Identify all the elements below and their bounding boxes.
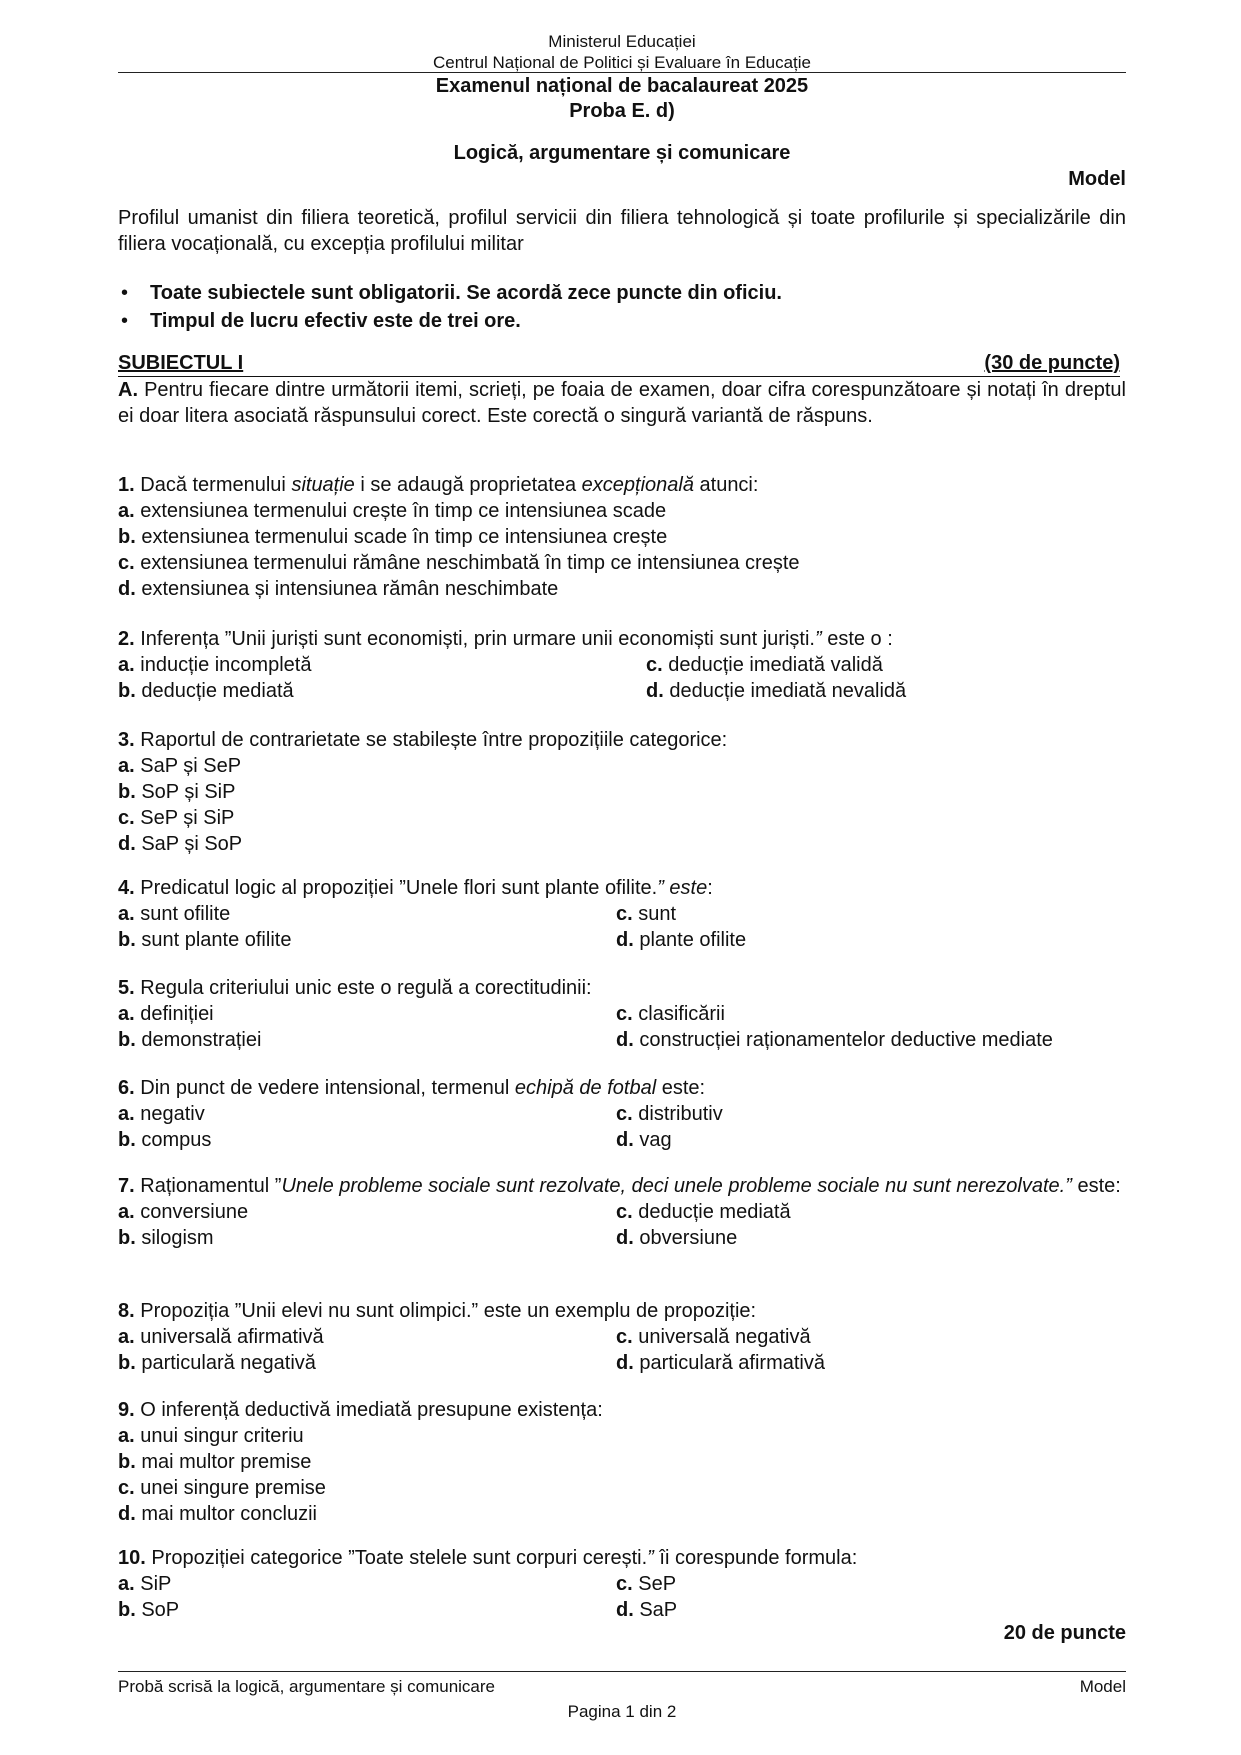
answer-option: d. extensiunea și intensiunea rămân neschimbate xyxy=(118,578,559,600)
answer-option: b. deducție mediată xyxy=(118,680,294,702)
question-stem: 8. Propoziția ”Unii elevi nu sunt olimpici.” este un exemplu de propoziție: xyxy=(118,1300,757,1322)
exam-title: Examenul național de bacalaureat 2025 xyxy=(435,75,809,97)
question-stem: 4. Predicatul logic al propoziției ”Unele flori sunt plante ofilite.” este: xyxy=(118,877,713,899)
question-9 xyxy=(118,1397,1126,1527)
section-points: (30 de puncte) xyxy=(984,352,1120,374)
answer-option: d. deducție imediată nevalidă xyxy=(646,680,907,702)
question-3 xyxy=(118,727,1126,857)
question-stem: 5. Regula criteriului unic este o regulă a corectitudinii: xyxy=(118,977,592,999)
answer-option: d. obversiune xyxy=(616,1227,738,1249)
answer-option: a. SiP xyxy=(118,1573,172,1595)
question-10 xyxy=(118,1545,1126,1623)
proba-label: Proba E. d) xyxy=(569,100,675,122)
answer-option: b. particulară negativă xyxy=(118,1352,316,1374)
header-divider xyxy=(118,72,1126,73)
rule-item: • Toate subiectele sunt obligatorii. Se acordă zece puncte din oficiu. xyxy=(118,279,1126,307)
answer-option: c. extensiunea termenului rămâne neschimbată în timp ce intensiunea crește xyxy=(118,552,800,574)
answer-option: a. sunt ofilite xyxy=(118,903,231,925)
answer-option: d. construcției raționamentelor deductive mediate xyxy=(616,1029,1053,1051)
answer-option: b. silogism xyxy=(118,1227,214,1249)
answer-option: a. conversiune xyxy=(118,1201,249,1223)
answer-option: d. plante ofilite xyxy=(616,929,747,951)
exam-title-block xyxy=(118,74,1126,124)
question-stem: 1. Dacă termenului situație i se adaugă proprietatea excepțională atunci: xyxy=(118,474,759,496)
answer-option: b. compus xyxy=(118,1129,212,1151)
section-title: SUBIECTUL I xyxy=(118,352,244,374)
rule-item: • Timpul de lucru efectiv este de trei ore. xyxy=(118,307,1126,335)
model-label: Model xyxy=(1068,168,1126,190)
instruction-text: Pentru fiecare dintre următorii itemi, scrieți, pe foaia de examen, doar cifra corespunzătoare și notați în dreptul ei doar litera asociată răspunsului corect. Este corectă o singură variantă de răspuns. xyxy=(118,379,1126,427)
footer-divider xyxy=(118,1671,1126,1672)
footer-subject: Probă scrisă la logică, argumentare și comunicare xyxy=(118,1677,496,1696)
answer-option: c. deducție mediată xyxy=(616,1201,791,1223)
question-1 xyxy=(118,472,1126,602)
question-stem: 9. O inferență deductivă imediată presupune existența: xyxy=(118,1399,603,1421)
question-stem: 6. Din punct de vedere intensional, termenul echipă de fotbal este: xyxy=(118,1077,706,1099)
page-number: Pagina 1 din 2 xyxy=(567,1702,677,1721)
answer-option: b. demonstrației xyxy=(118,1029,262,1051)
question-stem: 7. Raționamentul ”Unele probleme sociale sunt rezolvate, deci unele probleme sociale nu sunt nerezolvate.” este: xyxy=(118,1175,1121,1197)
answer-option: d. mai multor concluzii xyxy=(118,1503,317,1525)
question-5 xyxy=(118,975,1126,1053)
section-heading xyxy=(118,351,1120,377)
answer-option: c. distributiv xyxy=(616,1103,723,1125)
answer-option: a. inducție incompletă xyxy=(118,654,312,676)
ministry-name: Ministerul Educației xyxy=(548,32,696,51)
instruction-label: A. xyxy=(118,379,138,401)
answer-option: a. SaP și SeP xyxy=(118,755,242,777)
exam-page xyxy=(118,0,1126,1755)
question-stem: 3. Raportul de contrarietate se stabilește între propozițiile categorice: xyxy=(118,729,728,751)
answer-option: c. universală negativă xyxy=(616,1326,811,1348)
answer-option: b. SoP și SiP xyxy=(118,781,236,803)
section-instruction xyxy=(118,377,1126,429)
question-4 xyxy=(118,875,1126,953)
answer-option: a. negativ xyxy=(118,1103,205,1125)
answer-option: b. SoP xyxy=(118,1599,180,1621)
subject-title: Logică, argumentare și comunicare xyxy=(453,142,791,164)
answer-option: a. definiției xyxy=(118,1003,214,1025)
question-2 xyxy=(118,626,1126,704)
center-name: Centrul Național de Politici și Evaluare în Educație xyxy=(433,53,811,72)
answer-option: c. clasificării xyxy=(616,1003,725,1025)
answer-option: b. sunt plante ofilite xyxy=(118,929,292,951)
rules-list xyxy=(118,279,1126,335)
answer-option: a. universală afirmativă xyxy=(118,1326,324,1348)
answer-option: c. SeP și SiP xyxy=(118,807,235,829)
answer-option: d. SaP xyxy=(616,1599,678,1621)
answer-option: d. vag xyxy=(616,1129,672,1151)
answer-option: d. particulară afirmativă xyxy=(616,1352,825,1374)
footer-model: Model xyxy=(1079,1677,1126,1696)
answer-option: a. extensiunea termenului crește în timp ce intensiunea scade xyxy=(118,500,667,522)
question-stem: 10. Propoziției categorice ”Toate stelele sunt corpuri cerești.” îi corespunde formula: xyxy=(118,1547,858,1569)
answer-option: b. extensiunea termenului scade în timp ce intensiunea crește xyxy=(118,526,668,548)
answer-option: c. sunt xyxy=(616,903,677,925)
question-stem: 2. Inferența ”Unii juriști sunt economiști, prin urmare unii economiști sunt juriști.” este o : xyxy=(118,628,893,650)
answer-option: a. unui singur criteriu xyxy=(118,1425,304,1447)
answer-option: c. SeP xyxy=(616,1573,677,1595)
profile-text: Profilul umanist din filiera teoretică, profilul servicii din filiera tehnologică și toate profilurile și specializările din filiera vocațională, cu excepția profilului militar xyxy=(118,207,1126,255)
answer-option: c. unei singure premise xyxy=(118,1477,326,1499)
answer-option: b. mai multor premise xyxy=(118,1451,312,1473)
points-total: 20 de puncte xyxy=(1003,1622,1126,1644)
answer-option: c. deducție imediată validă xyxy=(646,654,883,676)
question-6 xyxy=(118,1075,1126,1153)
answer-option: d. SaP și SoP xyxy=(118,833,243,855)
question-8 xyxy=(118,1298,1126,1376)
ministry-header xyxy=(118,31,1126,73)
question-7 xyxy=(118,1173,1126,1251)
